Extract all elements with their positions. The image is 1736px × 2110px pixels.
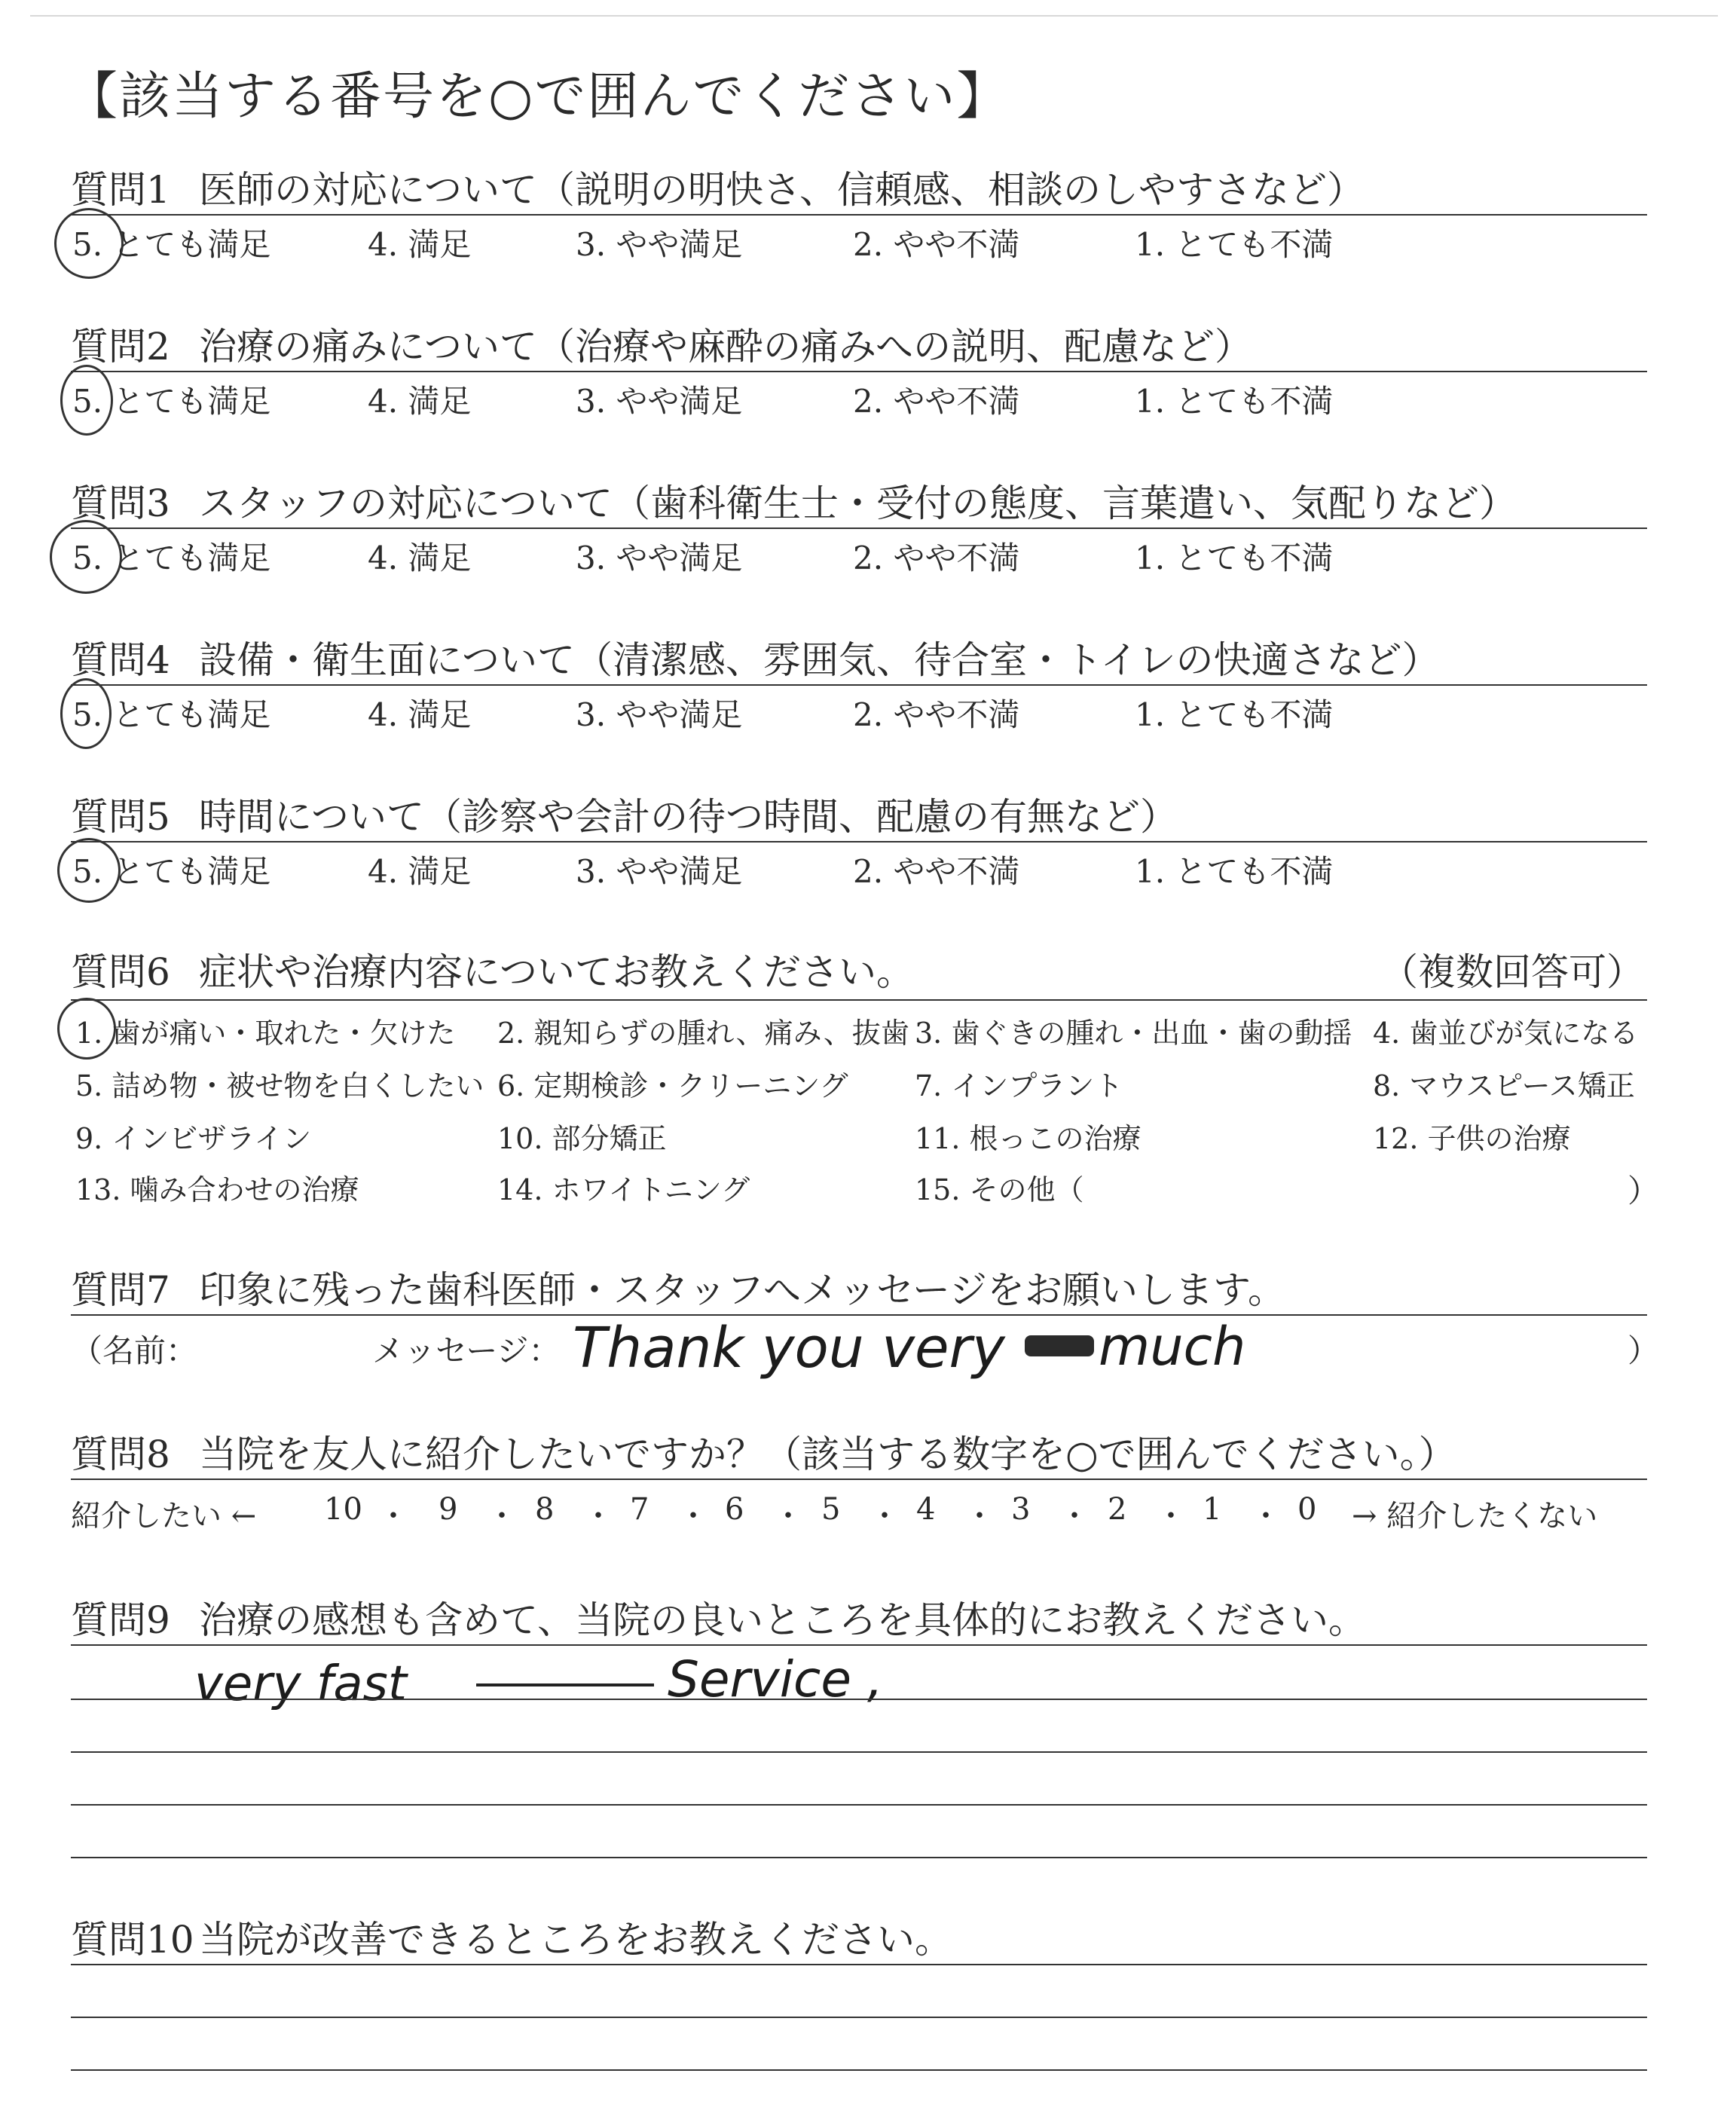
divider: [71, 684, 1647, 686]
answer-line: [71, 2017, 1647, 2018]
divider: [71, 371, 1647, 372]
handwritten-message: Thank you very: [573, 1316, 1005, 1381]
message-label: メッセージ：: [372, 1332, 561, 1369]
rating-options: [0, 690, 1736, 735]
option-2[interactable]: 2. やや不満: [853, 226, 1020, 263]
scale-5[interactable]: 5: [821, 1492, 841, 1527]
option-4[interactable]: 4. 満足: [368, 853, 472, 890]
option-5[interactable]: 5. とても満足: [72, 540, 271, 576]
symptom-option-11[interactable]: 11. 根っこの治療: [915, 1122, 1142, 1155]
close-paren: ）: [1628, 1332, 1660, 1369]
option-1[interactable]: 1. とても不満: [1135, 853, 1334, 890]
rating-options: [0, 220, 1736, 265]
question-title: 質問10 当院が改善できるところをお教えください。: [71, 1918, 952, 1962]
scale-separator: ・: [1156, 1499, 1186, 1534]
question-2: [0, 316, 1736, 467]
rating-options: [0, 847, 1736, 892]
question-title: 質問6 症状や治療内容についてお教えください。: [71, 950, 914, 994]
question-6: [0, 942, 1736, 1228]
recommend-scale: [71, 1492, 1653, 1537]
option-5[interactable]: 5. とても満足: [72, 853, 271, 890]
page-title: 【該当する番号を○で囲んでください】: [66, 67, 1010, 127]
question-10: [0, 1910, 1736, 2110]
symptom-checklist: [0, 1010, 1736, 1221]
question-3: [0, 473, 1736, 624]
answer-line: [71, 2069, 1647, 2071]
option-3[interactable]: 3. やや満足: [576, 696, 743, 733]
option-4[interactable]: 4. 満足: [368, 540, 472, 576]
option-4[interactable]: 4. 満足: [368, 226, 472, 263]
question-title: 質問5 時間について（診察や会計の待つ時間、配慮の有無など）: [71, 795, 1178, 839]
scale-separator: ・: [678, 1499, 708, 1534]
strikethrough: [476, 1683, 654, 1686]
question-5: [0, 787, 1736, 937]
symptom-option-9[interactable]: 9. インビザライン: [75, 1122, 312, 1155]
symptom-option-6[interactable]: 6. 定期検診・クリーニング: [497, 1069, 848, 1102]
symptom-option-15[interactable]: 15. その他（: [915, 1173, 1084, 1206]
scale-separator: ・: [378, 1499, 408, 1534]
symptom-option-14[interactable]: 14. ホワイトニング: [497, 1173, 750, 1206]
answer-line: [71, 1964, 1647, 1965]
symptom-option-13[interactable]: 13. 噛み合わせの治療: [75, 1173, 359, 1206]
multiple-answers-note: （複数回答可）: [1380, 950, 1644, 994]
symptom-option-12[interactable]: 12. 子供の治療: [1373, 1122, 1571, 1155]
symptom-option-7[interactable]: 7. インプラント: [915, 1069, 1123, 1102]
scale-separator: ・: [487, 1499, 517, 1534]
handwritten-answer-end: Service ,: [668, 1650, 883, 1708]
symptom-option-1[interactable]: 1. 歯が痛い・取れた・欠けた: [75, 1017, 456, 1050]
option-1[interactable]: 1. とても不満: [1135, 383, 1334, 420]
scale-9[interactable]: 9: [439, 1492, 458, 1527]
not-recommend-label: → 紹介したくない: [1352, 1499, 1598, 1534]
scale-separator: ・: [583, 1499, 613, 1534]
option-3[interactable]: 3. やや満足: [576, 853, 743, 890]
handwritten-answer: very fast: [194, 1656, 407, 1712]
answer-line: [71, 1751, 1647, 1753]
symptom-option-5[interactable]: 5. 詰め物・被せ物を白くしたい: [75, 1069, 484, 1102]
scale-separator: ・: [1251, 1499, 1281, 1534]
option-1[interactable]: 1. とても不満: [1135, 696, 1334, 733]
question-8: [0, 1424, 1736, 1545]
scale-8[interactable]: 8: [535, 1492, 555, 1527]
option-2[interactable]: 2. やや不満: [853, 853, 1020, 890]
divider: [71, 214, 1647, 216]
rating-options: [0, 377, 1736, 422]
question-1: [0, 160, 1736, 310]
scale-4[interactable]: 4: [916, 1492, 936, 1527]
question-title: 質問2 治療の痛みについて（治療や麻酔の痛みへの説明、配慮など）: [71, 325, 1252, 368]
rating-options: [0, 534, 1736, 579]
scale-3[interactable]: 3: [1011, 1492, 1031, 1527]
scale-0[interactable]: 0: [1297, 1492, 1317, 1527]
divider: [71, 1479, 1647, 1480]
answer-line: [71, 1699, 1647, 1700]
symptom-option-8[interactable]: 8. マウスピース矯正: [1373, 1069, 1635, 1102]
divider: [71, 1644, 1647, 1646]
question-title: 質問4 設備・衛生面について（清潔感、雰囲気、待合室・トイレの快適さなど）: [71, 638, 1440, 682]
option-5[interactable]: 5. とても満足: [72, 383, 271, 420]
divider: [71, 528, 1647, 529]
option-4[interactable]: 4. 満足: [368, 696, 472, 733]
question-title: 質問1 医師の対応について（説明の明快さ、信頼感、相談のしやすさなど）: [71, 168, 1365, 212]
option-3[interactable]: 3. やや満足: [576, 540, 743, 576]
scale-10[interactable]: 10: [324, 1492, 362, 1527]
option-4[interactable]: 4. 満足: [368, 383, 472, 420]
scale-separator: ・: [870, 1499, 900, 1534]
option-5[interactable]: 5. とても満足: [72, 696, 271, 733]
symptom-option-10[interactable]: 10. 部分矯正: [497, 1122, 667, 1155]
scale-separator: ・: [1059, 1499, 1090, 1534]
divider: [71, 999, 1647, 1001]
answer-line: [71, 1857, 1647, 1858]
option-2[interactable]: 2. やや不満: [853, 383, 1020, 420]
symptom-option-4[interactable]: 4. 歯並びが気になる: [1373, 1017, 1639, 1050]
option-1[interactable]: 1. とても不満: [1135, 226, 1334, 263]
scale-7[interactable]: 7: [630, 1492, 649, 1527]
name-label: （名前：: [71, 1332, 198, 1369]
scale-separator: ・: [773, 1499, 803, 1534]
scale-6[interactable]: 6: [725, 1492, 744, 1527]
page-top-edge: [30, 15, 1718, 17]
option-3[interactable]: 3. やや満足: [576, 226, 743, 263]
question-7: [0, 1260, 1736, 1381]
option-3[interactable]: 3. やや満足: [576, 383, 743, 420]
symptom-option-3[interactable]: 3. 歯ぐきの腫れ・出血・歯の動揺: [915, 1017, 1352, 1050]
divider: [71, 841, 1647, 842]
handwritten-message-end: much: [1099, 1316, 1246, 1378]
option-2[interactable]: 2. やや不満: [853, 696, 1020, 733]
option-1[interactable]: 1. とても不満: [1135, 540, 1334, 576]
scale-1[interactable]: 1: [1203, 1492, 1222, 1527]
question-title: 質問9 治療の感想も含めて、当院の良いところを具体的にお教えください。: [71, 1598, 1366, 1642]
symptom-option-2[interactable]: 2. 親知らずの腫れ、痛み、抜歯: [497, 1017, 909, 1050]
close-paren: ）: [1628, 1173, 1660, 1209]
option-2[interactable]: 2. やや不満: [853, 540, 1020, 576]
recommend-label: 紹介したい ←: [71, 1499, 257, 1534]
answer-line: [71, 1804, 1647, 1806]
question-title: 質問8 当院を友人に紹介したいですか？（該当する数字を○で囲んでください。）: [71, 1433, 1456, 1476]
scale-2[interactable]: 2: [1108, 1492, 1127, 1527]
scribble-out: [1025, 1335, 1094, 1356]
question-title: 質問7 印象に残った歯科医師・スタッフへメッセージをお願いします。: [71, 1268, 1285, 1312]
scale-separator: ・: [964, 1499, 995, 1534]
question-9: [0, 1590, 1736, 1891]
question-title: 質問3 スタッフの対応について（歯科衛生士・受付の態度、言葉遣い、気配りなど）: [71, 482, 1517, 525]
option-5[interactable]: 5. とても満足: [72, 226, 271, 263]
question-4: [0, 630, 1736, 781]
